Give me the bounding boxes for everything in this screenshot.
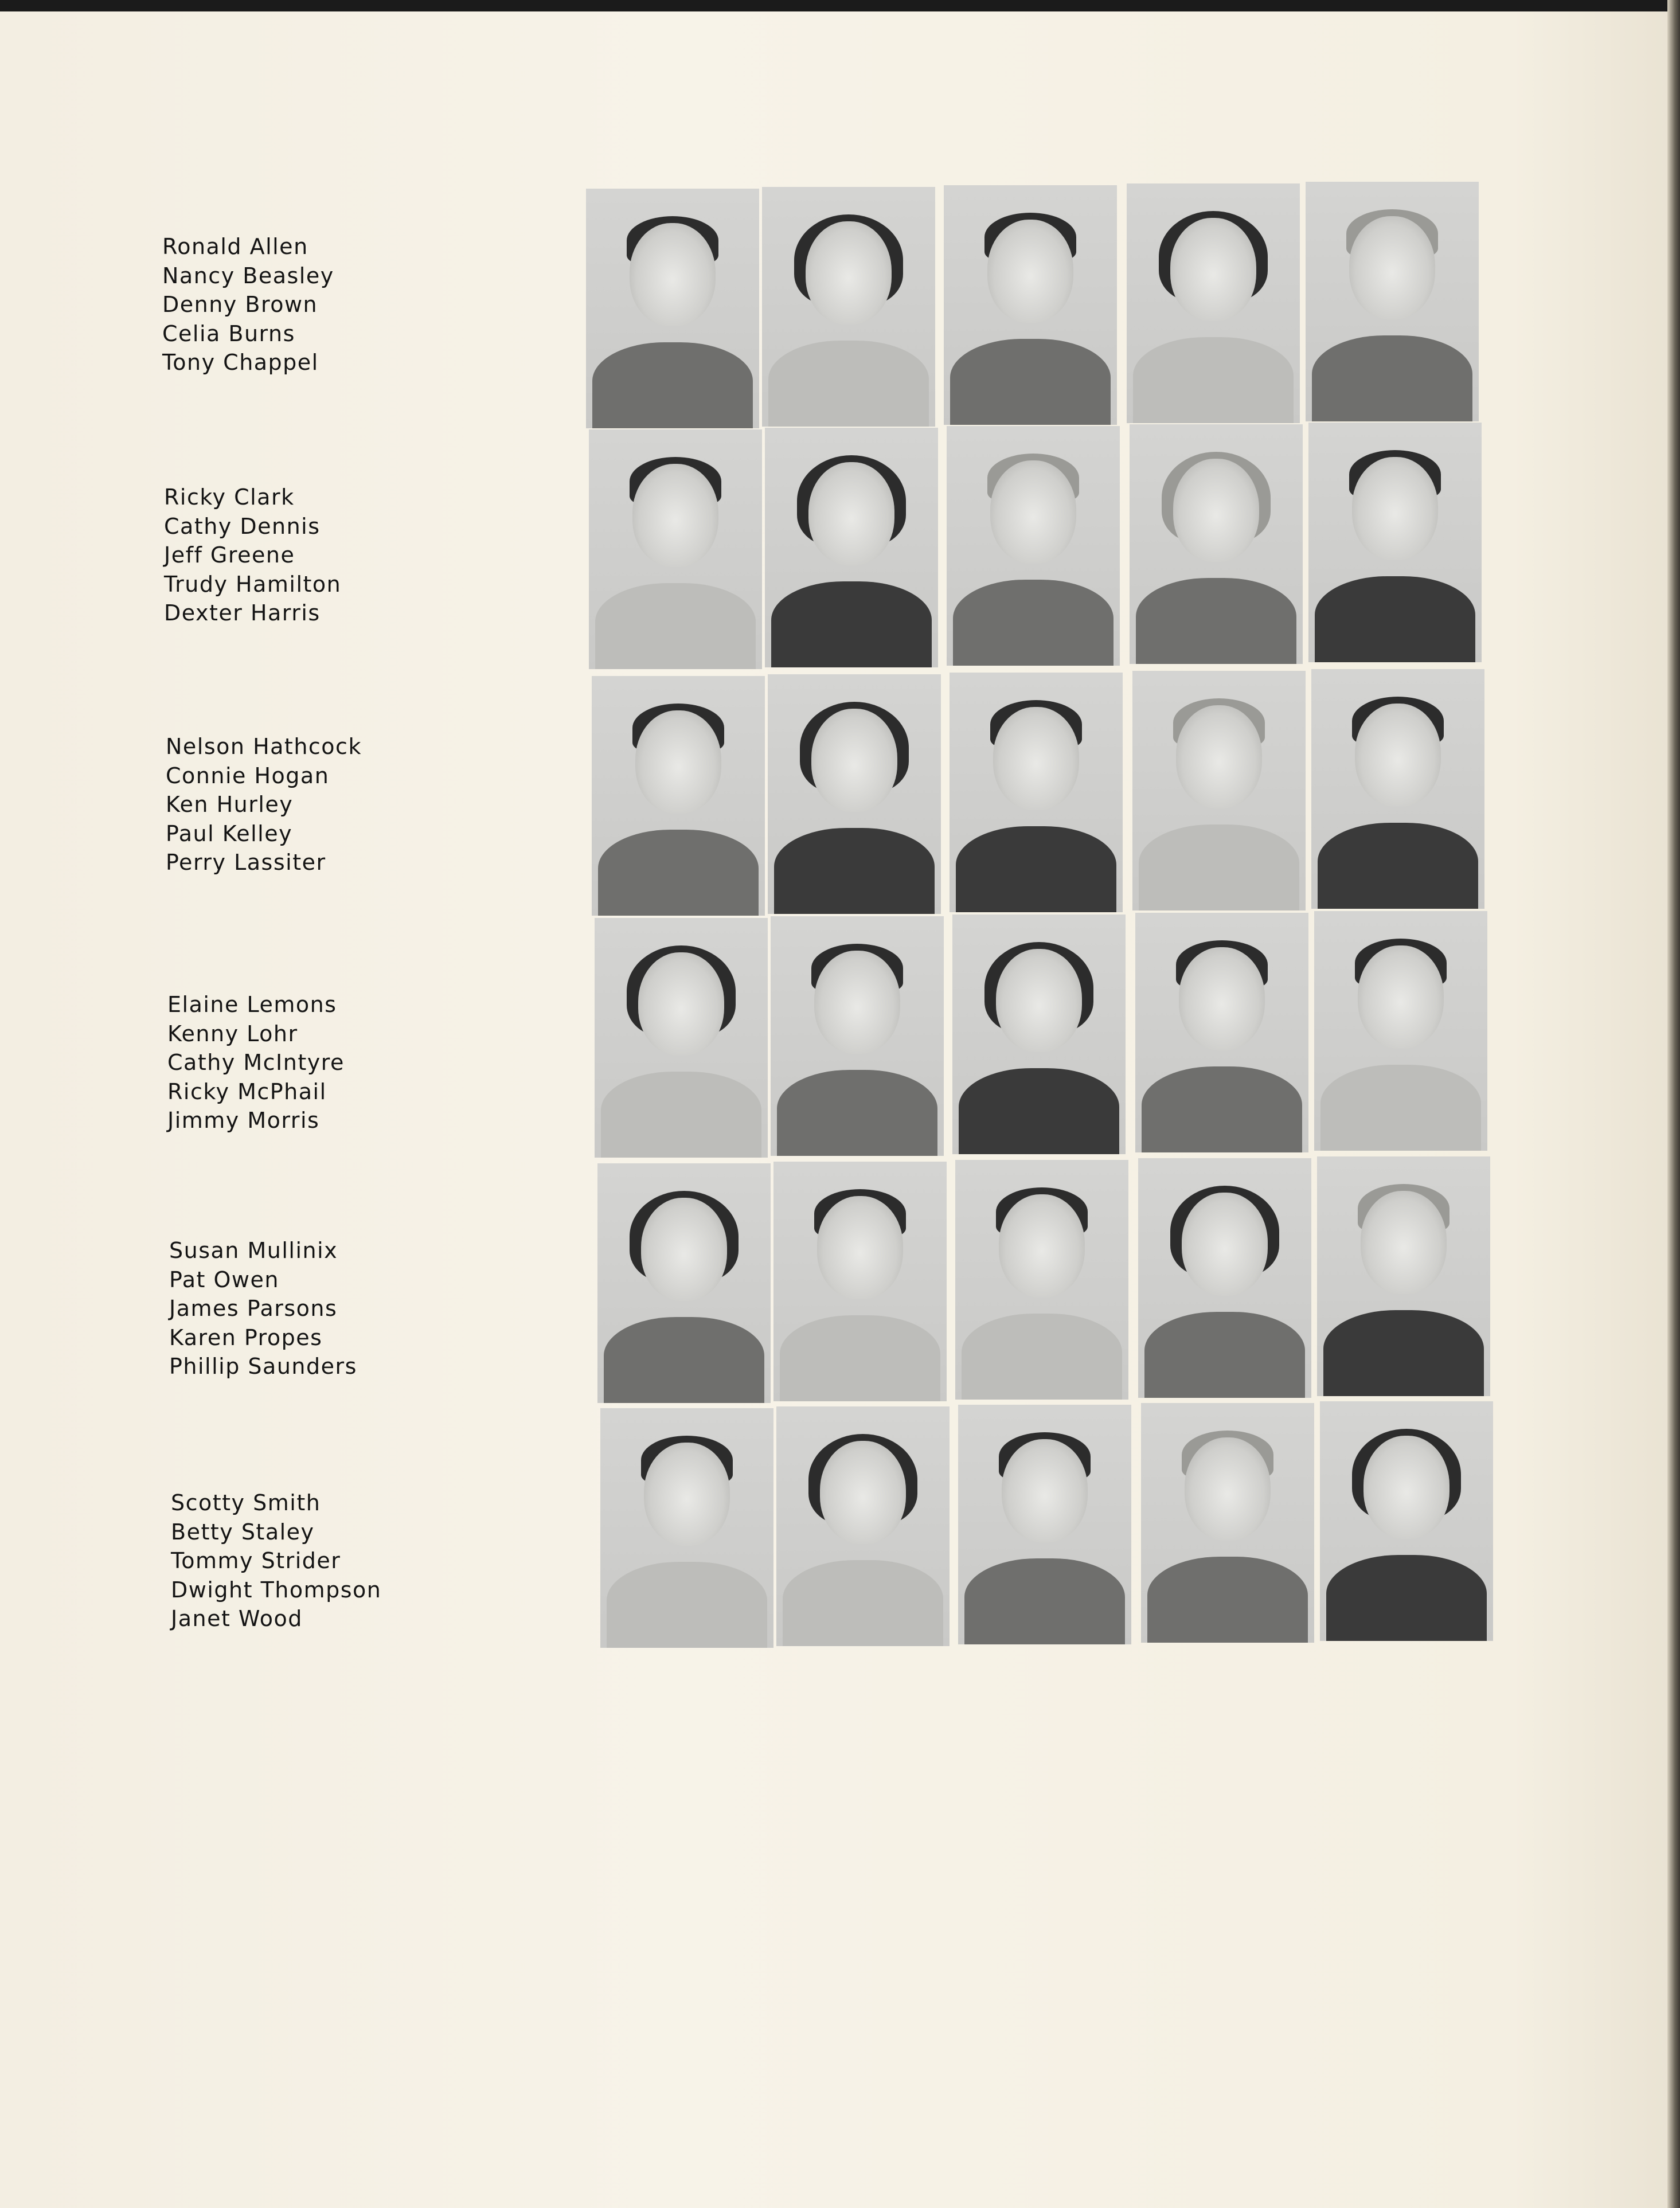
student-name: Tony Chappel bbox=[162, 350, 319, 375]
portrait-body bbox=[1320, 1065, 1481, 1151]
portrait-head bbox=[1176, 705, 1262, 808]
portrait-body bbox=[950, 339, 1111, 425]
student-photo bbox=[765, 428, 938, 667]
portrait-body bbox=[1312, 335, 1472, 421]
portrait-head bbox=[1185, 1437, 1271, 1541]
student-name: Dwight Thompson bbox=[171, 1577, 382, 1603]
student-photo bbox=[1311, 669, 1484, 909]
student-name: Karen Propes bbox=[169, 1324, 323, 1350]
portrait-head bbox=[630, 223, 716, 326]
portrait-head bbox=[814, 951, 900, 1054]
portrait-head bbox=[808, 462, 894, 565]
student-name: Connie Hogan bbox=[166, 763, 330, 788]
portrait-body bbox=[774, 828, 935, 914]
student-photo bbox=[762, 187, 935, 427]
portrait-head bbox=[990, 460, 1076, 564]
portrait-body bbox=[964, 1558, 1125, 1644]
student-name: Phillip Saunders bbox=[169, 1354, 357, 1379]
portrait-head bbox=[635, 710, 721, 814]
student-name: Pat Owen bbox=[169, 1267, 279, 1292]
portrait-body bbox=[601, 1072, 761, 1158]
portrait-body bbox=[592, 342, 753, 428]
name-list bbox=[164, 483, 341, 628]
student-photo bbox=[773, 1162, 947, 1401]
name-list bbox=[169, 1236, 357, 1381]
portrait-body bbox=[1136, 578, 1296, 664]
scan-top-border bbox=[0, 0, 1680, 11]
student-photo bbox=[958, 1405, 1131, 1644]
student-photo bbox=[952, 915, 1126, 1154]
name-list bbox=[162, 232, 334, 377]
portrait-head bbox=[1358, 945, 1444, 1049]
name-list bbox=[166, 732, 362, 877]
student-name: Tommy Strider bbox=[171, 1548, 341, 1573]
student-photo bbox=[1314, 911, 1487, 1151]
page-binding-edge bbox=[1667, 0, 1680, 2208]
portrait-body bbox=[1326, 1555, 1487, 1641]
student-photo bbox=[1138, 1158, 1311, 1398]
portrait-body bbox=[771, 581, 932, 667]
student-name: Celia Burns bbox=[162, 321, 295, 346]
student-name: Ricky McPhail bbox=[167, 1078, 327, 1104]
student-name: Nelson Hathcock bbox=[166, 734, 362, 759]
portrait-head bbox=[817, 1196, 903, 1299]
student-name: Janet Wood bbox=[171, 1606, 303, 1631]
student-name: Denny Brown bbox=[162, 292, 318, 317]
student-name: Cathy McIntyre bbox=[167, 1050, 345, 1075]
portrait-head bbox=[996, 949, 1082, 1052]
student-name: Paul Kelley bbox=[166, 820, 293, 846]
student-photo bbox=[597, 1163, 771, 1403]
student-name: Ricky Clark bbox=[164, 484, 295, 510]
portrait-body bbox=[1142, 1066, 1302, 1152]
student-name: Jimmy Morris bbox=[167, 1108, 320, 1133]
portrait-body bbox=[1323, 1310, 1484, 1396]
portrait-head bbox=[811, 709, 897, 812]
student-name: Kenny Lohr bbox=[167, 1021, 298, 1046]
portrait-body bbox=[1147, 1557, 1308, 1643]
portrait-body bbox=[1144, 1312, 1305, 1398]
student-name: Jeff Greene bbox=[164, 542, 295, 568]
student-photo bbox=[1317, 1156, 1490, 1396]
portrait-head bbox=[1361, 1191, 1447, 1294]
portrait-body bbox=[607, 1562, 767, 1648]
portrait-head bbox=[999, 1194, 1085, 1298]
portrait-head bbox=[1002, 1439, 1088, 1542]
portrait-head bbox=[1363, 1436, 1450, 1539]
student-name: Elaine Lemons bbox=[167, 992, 337, 1017]
portrait-body bbox=[953, 580, 1114, 666]
portrait-head bbox=[993, 707, 1079, 810]
student-photo bbox=[1135, 913, 1308, 1152]
student-photo bbox=[592, 676, 765, 916]
student-photo bbox=[1306, 182, 1479, 421]
student-photo bbox=[1141, 1403, 1314, 1643]
portrait-body bbox=[1133, 337, 1294, 423]
portrait-body bbox=[783, 1560, 943, 1646]
student-name: Perry Lassiter bbox=[166, 850, 326, 875]
student-name: Susan Mullinix bbox=[169, 1238, 338, 1263]
portrait-body bbox=[768, 341, 929, 427]
portrait-head bbox=[1179, 947, 1265, 1050]
portrait-body bbox=[595, 583, 756, 669]
student-photo bbox=[1127, 183, 1300, 423]
student-photo bbox=[950, 673, 1123, 912]
portrait-head bbox=[1349, 216, 1435, 319]
portrait-head bbox=[1352, 457, 1438, 560]
portrait-body bbox=[956, 826, 1116, 912]
portrait-head bbox=[1173, 459, 1259, 562]
student-photo bbox=[1132, 671, 1306, 910]
portrait-head bbox=[638, 952, 724, 1056]
portrait-body bbox=[1315, 576, 1475, 662]
student-name: Ken Hurley bbox=[166, 792, 294, 817]
student-photo bbox=[1130, 424, 1303, 664]
student-photo bbox=[771, 916, 944, 1156]
student-photo bbox=[944, 185, 1117, 425]
portrait-head bbox=[641, 1198, 727, 1301]
portrait-body bbox=[962, 1314, 1122, 1400]
student-name: Trudy Hamilton bbox=[164, 571, 342, 597]
portrait-head bbox=[632, 464, 718, 567]
portrait-body bbox=[598, 830, 759, 916]
student-name: Scotty Smith bbox=[171, 1490, 321, 1515]
student-photo bbox=[586, 189, 759, 428]
student-name: James Parsons bbox=[169, 1296, 338, 1321]
portrait-head bbox=[1170, 218, 1256, 321]
portrait-body bbox=[780, 1315, 940, 1401]
student-photo bbox=[600, 1408, 773, 1648]
name-list bbox=[167, 990, 345, 1135]
student-photo bbox=[947, 426, 1120, 666]
portrait-head bbox=[806, 221, 892, 325]
student-photo bbox=[595, 918, 768, 1158]
portrait-head bbox=[644, 1443, 730, 1546]
student-name: Nancy Beasley bbox=[162, 263, 334, 288]
student-name: Cathy Dennis bbox=[164, 513, 321, 539]
portrait-body bbox=[604, 1317, 764, 1403]
student-photo bbox=[1308, 423, 1482, 662]
student-name: Dexter Harris bbox=[164, 600, 321, 626]
student-photo bbox=[776, 1406, 950, 1646]
name-list bbox=[171, 1488, 381, 1633]
portrait-head bbox=[987, 220, 1073, 323]
portrait-body bbox=[959, 1068, 1119, 1154]
student-name: Betty Staley bbox=[171, 1519, 315, 1545]
portrait-body bbox=[777, 1070, 937, 1156]
student-name: Ronald Allen bbox=[162, 234, 308, 259]
portrait-body bbox=[1139, 824, 1299, 910]
student-photo bbox=[768, 674, 941, 914]
portrait-head bbox=[1355, 704, 1441, 807]
student-photo bbox=[1320, 1401, 1493, 1641]
portrait-head bbox=[1182, 1193, 1268, 1296]
student-photo bbox=[589, 429, 762, 669]
portrait-head bbox=[820, 1441, 906, 1544]
portrait-body bbox=[1318, 823, 1478, 909]
student-photo bbox=[955, 1160, 1128, 1400]
